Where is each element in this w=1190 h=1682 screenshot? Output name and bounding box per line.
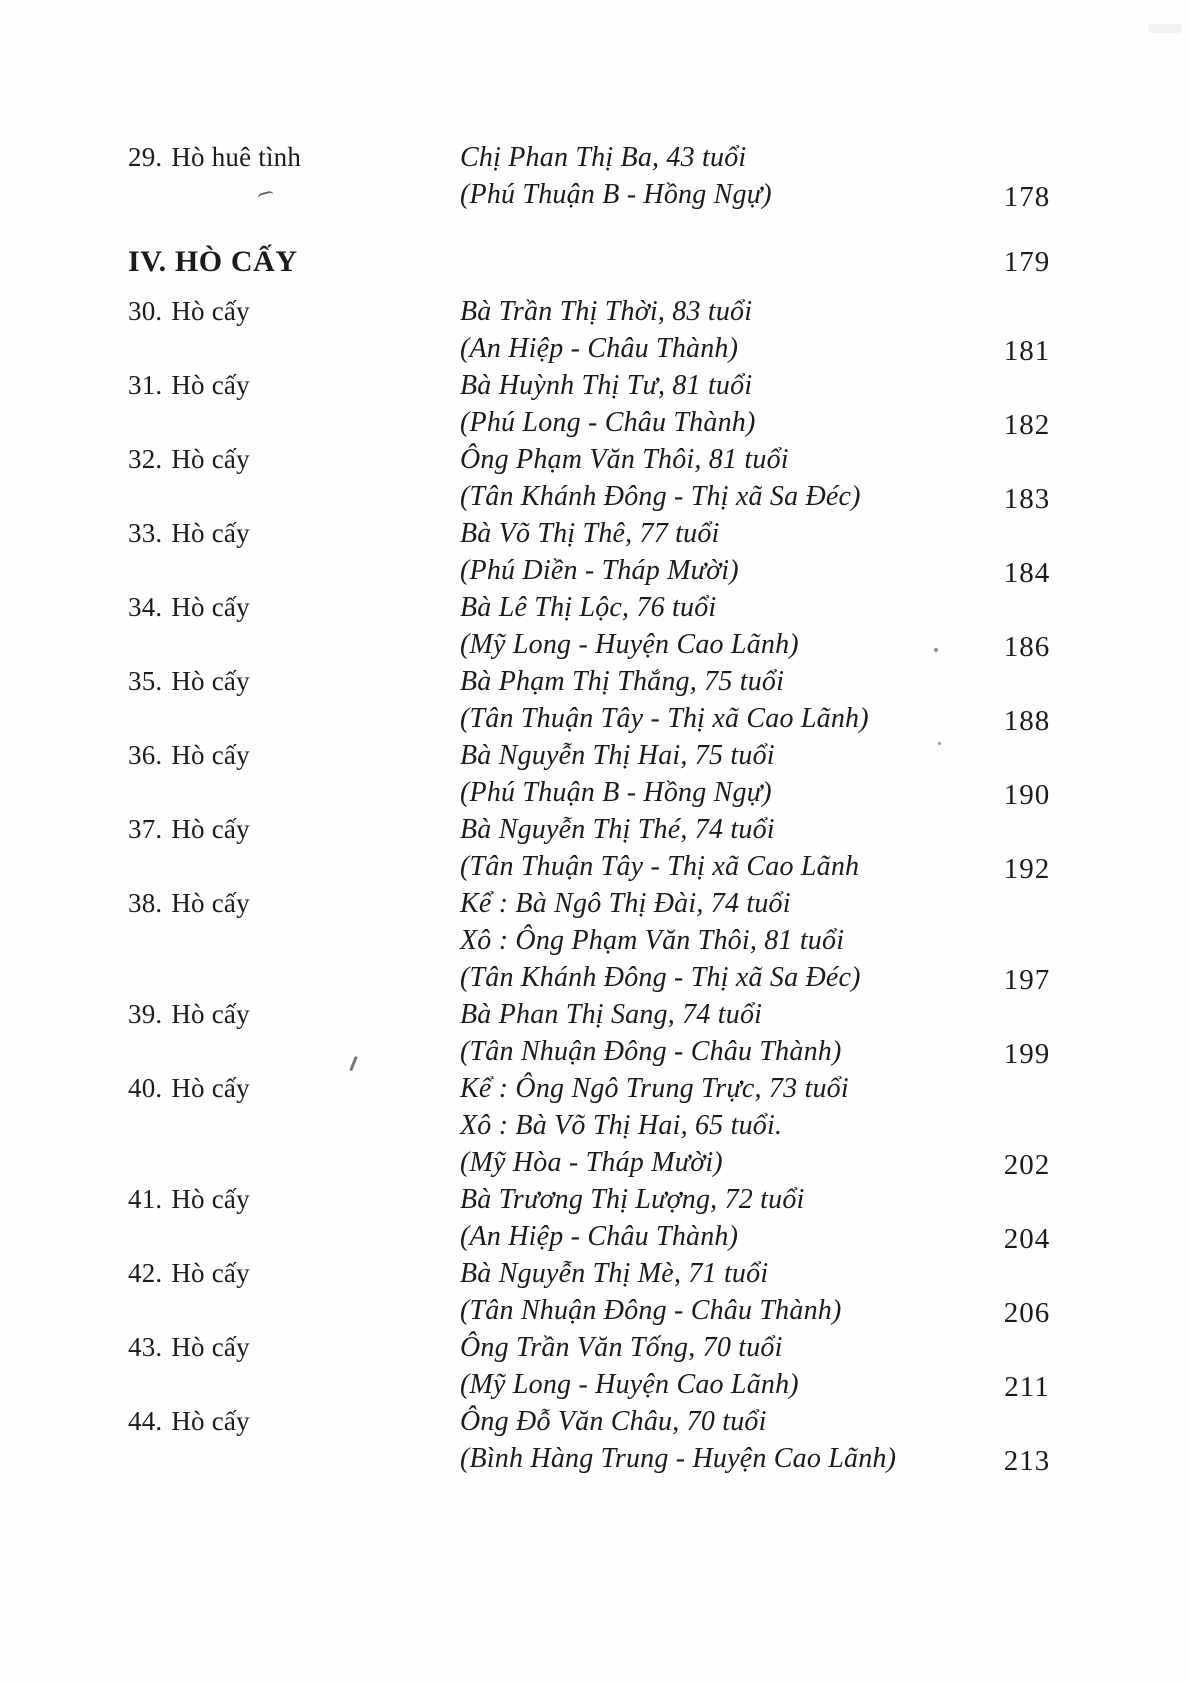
entry-detail-line: (An Hiệp - Châu Thành) <box>460 1221 739 1252</box>
entry-page-cell <box>968 663 1086 737</box>
toc-entry <box>128 811 1086 885</box>
section-page-cell <box>968 240 1086 284</box>
entry-label <box>128 293 460 367</box>
entry-number: 42. <box>128 1258 163 1288</box>
entry-title: Hò cấy <box>171 444 250 474</box>
entry-number: 37. <box>128 814 163 844</box>
entry-number: 30. <box>128 296 163 326</box>
page-number: 202 <box>1003 1149 1051 1181</box>
entry-detail-line: Ông Đỗ Văn Châu, 70 tuổi <box>460 1406 767 1437</box>
entry-title: Hò cấy <box>171 1073 250 1103</box>
entry-number: 44. <box>128 1406 163 1436</box>
entry-page-cell <box>968 885 1086 996</box>
toc-entry <box>128 589 1086 663</box>
entry-label <box>128 515 460 589</box>
page-number: 178 <box>1003 181 1051 213</box>
table-of-contents <box>128 139 1086 1477</box>
entry-title: Hò cấy <box>171 296 250 326</box>
entry-detail-line: (Bình Hàng Trung - Huyện Cao Lãnh) <box>460 1443 897 1474</box>
page-number: 184 <box>1003 557 1051 589</box>
entry-page-cell <box>968 1070 1086 1181</box>
entry-detail-line: Bà Nguyễn Thị Hai, 75 tuổi <box>460 740 775 771</box>
entry-title: Hò huê tình <box>171 142 302 172</box>
entry-details <box>460 663 968 737</box>
toc-entry <box>128 367 1086 441</box>
entry-detail-line: (Phú Thuận B - Hồng Ngự) <box>460 777 772 808</box>
page-number: 182 <box>1003 409 1051 441</box>
entry-details <box>460 1329 968 1403</box>
toc-entry <box>128 1329 1086 1403</box>
section-title-cell <box>128 240 968 284</box>
entry-number: 34. <box>128 592 163 622</box>
entry-detail-line: (Tân Nhuận Đông - Châu Thành) <box>460 1295 842 1326</box>
page-number: 183 <box>1003 483 1051 515</box>
entry-detail-line: Kể : Bà Ngô Thị Đài, 74 tuổi <box>460 888 791 919</box>
toc-entry <box>128 1403 1086 1477</box>
entry-title: Hò cấy <box>171 814 250 844</box>
entry-label <box>128 737 460 811</box>
entry-page-cell <box>968 515 1086 589</box>
entry-page-cell <box>968 1255 1086 1329</box>
page-number: 199 <box>1003 1038 1051 1070</box>
entry-detail-line: (Tân Thuận Tây - Thị xã Cao Lãnh <box>460 851 860 882</box>
page-number: 179 <box>1003 246 1051 278</box>
page-number: 197 <box>1003 964 1051 996</box>
entry-details <box>460 885 968 996</box>
entry-label <box>128 1329 460 1403</box>
entry-page-cell <box>968 737 1086 811</box>
entry-label <box>128 1255 460 1329</box>
entry-page-cell <box>968 1403 1086 1477</box>
entry-detail-line: (Phú Thuận B - Hồng Ngự) <box>460 179 772 210</box>
entry-detail-line: Bà Võ Thị Thê, 77 tuổi <box>460 518 720 549</box>
entry-number: 41. <box>128 1184 163 1214</box>
entry-label <box>128 139 460 213</box>
entry-details <box>460 1070 968 1181</box>
entry-number: 43. <box>128 1332 163 1362</box>
entry-detail-line: Bà Trần Thị Thời, 83 tuổi <box>460 296 753 327</box>
entry-page-cell <box>968 139 1086 213</box>
entry-page-cell <box>968 293 1086 367</box>
entry-detail-line: (Mỹ Long - Huyện Cao Lãnh) <box>460 1369 799 1400</box>
entry-label <box>128 441 460 515</box>
entry-detail-line: Xô : Ông Phạm Văn Thôi, 81 tuổi <box>460 925 845 956</box>
entry-detail-line: Bà Trương Thị Lượng, 72 tuổi <box>460 1184 805 1215</box>
entry-details <box>460 441 968 515</box>
entry-number: 36. <box>128 740 163 770</box>
entry-title: Hò cấy <box>171 1184 250 1214</box>
entry-page-cell <box>968 996 1086 1070</box>
entry-number: 38. <box>128 888 163 918</box>
entry-detail-line: Kể : Ông Ngô Trung Trực, 73 tuổi <box>460 1073 849 1104</box>
entry-number: 31. <box>128 370 163 400</box>
toc-section-header <box>128 240 1086 284</box>
entry-title: Hò cấy <box>171 1406 250 1436</box>
page-number: 211 <box>1004 1371 1050 1403</box>
entry-detail-line: (Mỹ Long - Huyện Cao Lãnh) <box>460 629 799 660</box>
entry-label <box>128 663 460 737</box>
entry-number: 35. <box>128 666 163 696</box>
entry-details <box>460 1403 968 1477</box>
toc-entry <box>128 1070 1086 1181</box>
entry-detail-line: (Tân Khánh Đông - Thị xã Sa Đéc) <box>460 962 861 993</box>
entry-details <box>460 737 968 811</box>
entry-label <box>128 589 460 663</box>
entry-detail-line: Chị Phan Thị Ba, 43 tuổi <box>460 142 747 173</box>
toc-list <box>128 139 1086 1477</box>
toc-entry <box>128 996 1086 1070</box>
page-number: 186 <box>1003 631 1051 663</box>
entry-details <box>460 589 968 663</box>
page-number: 190 <box>1003 779 1051 811</box>
entry-detail-line: Bà Phan Thị Sang, 74 tuổi <box>460 999 763 1030</box>
entry-label <box>128 1403 460 1477</box>
section-title: IV. HÒ CẤY <box>128 245 298 278</box>
page-number: 192 <box>1003 853 1051 885</box>
entry-label <box>128 885 460 996</box>
entry-detail-line: (An Hiệp - Châu Thành) <box>460 333 739 364</box>
page-number: 204 <box>1003 1223 1051 1255</box>
entry-detail-line: Bà Phạm Thị Thắng, 75 tuổi <box>460 666 785 697</box>
entry-detail-line: Bà Lê Thị Lộc, 76 tuổi <box>460 592 717 623</box>
entry-title: Hò cấy <box>171 740 250 770</box>
entry-title: Hò cấy <box>171 666 250 696</box>
entry-detail-line: (Phú Diền - Tháp Mười) <box>460 555 739 586</box>
entry-title: Hò cấy <box>171 518 250 548</box>
entry-page-cell <box>968 589 1086 663</box>
toc-entry <box>128 885 1086 996</box>
entry-page-cell <box>968 811 1086 885</box>
entry-label <box>128 1181 460 1255</box>
toc-entry <box>128 1181 1086 1255</box>
page-number: 181 <box>1003 335 1051 367</box>
entry-title: Hò cấy <box>171 888 250 918</box>
scan-artifact <box>1148 24 1182 33</box>
entry-title: Hò cấy <box>171 370 250 400</box>
toc-entry <box>128 441 1086 515</box>
entry-label <box>128 367 460 441</box>
entry-detail-line: (Tân Khánh Đông - Thị xã Sa Đéc) <box>460 481 861 512</box>
entry-label <box>128 996 460 1070</box>
toc-entry <box>128 1255 1086 1329</box>
page-number: 213 <box>1003 1445 1051 1477</box>
entry-number: 29. <box>128 142 163 172</box>
entry-number: 39. <box>128 999 163 1029</box>
entry-number: 33. <box>128 518 163 548</box>
toc-entry <box>128 139 1086 213</box>
entry-details <box>460 367 968 441</box>
entry-title: Hò cấy <box>171 999 250 1029</box>
entry-details <box>460 996 968 1070</box>
entry-label <box>128 811 460 885</box>
entry-detail-line: (Mỹ Hòa - Tháp Mười) <box>460 1147 723 1178</box>
entry-detail-line: Ông Phạm Văn Thôi, 81 tuổi <box>460 444 789 475</box>
entry-detail-line: Bà Huỳnh Thị Tư, 81 tuổi <box>460 370 753 401</box>
entry-page-cell <box>968 1329 1086 1403</box>
entry-title: Hò cấy <box>171 592 250 622</box>
toc-entry <box>128 663 1086 737</box>
entry-details <box>460 1255 968 1329</box>
page-number: 206 <box>1003 1297 1051 1329</box>
toc-entry <box>128 515 1086 589</box>
toc-entry <box>128 737 1086 811</box>
entry-detail-line: (Tân Thuận Tây - Thị xã Cao Lãnh) <box>460 703 869 734</box>
toc-entry <box>128 293 1086 367</box>
entry-page-cell <box>968 367 1086 441</box>
entry-details <box>460 293 968 367</box>
entry-details <box>460 811 968 885</box>
entry-label <box>128 1070 460 1181</box>
entry-page-cell <box>968 441 1086 515</box>
page-number: 188 <box>1003 705 1051 737</box>
entry-details <box>460 139 968 213</box>
entry-detail-line: Bà Nguyễn Thị Thé, 74 tuổi <box>460 814 775 845</box>
entry-detail-line: Ông Trần Văn Tống, 70 tuổi <box>460 1332 783 1363</box>
entry-title: Hò cấy <box>171 1258 250 1288</box>
entry-detail-line: Xô : Bà Võ Thị Hai, 65 tuổi. <box>460 1110 783 1141</box>
entry-detail-line: Bà Nguyễn Thị Mè, 71 tuổi <box>460 1258 769 1289</box>
entry-page-cell <box>968 1181 1086 1255</box>
entry-details <box>460 515 968 589</box>
entry-detail-line: (Phú Long - Châu Thành) <box>460 407 756 438</box>
entry-number: 32. <box>128 444 163 474</box>
entry-detail-line: (Tân Nhuận Đông - Châu Thành) <box>460 1036 842 1067</box>
entry-number: 40. <box>128 1073 163 1103</box>
entry-details <box>460 1181 968 1255</box>
entry-title: Hò cấy <box>171 1332 250 1362</box>
